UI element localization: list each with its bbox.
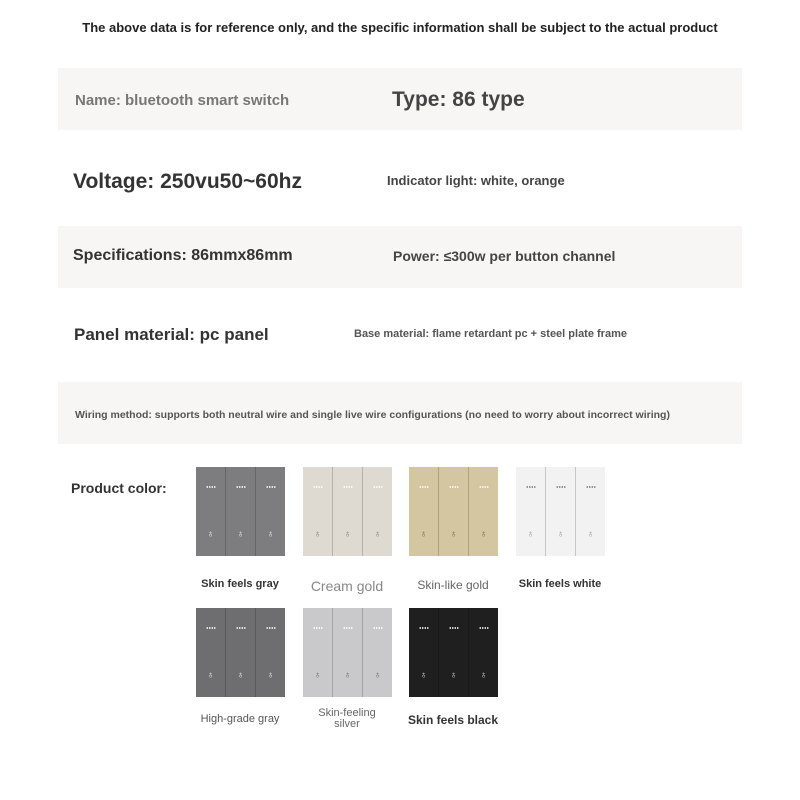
bulb-icon: ♁ <box>449 529 458 540</box>
color-name-label: High-grade gray <box>200 713 280 725</box>
bulb-icon: ♁ <box>449 670 458 681</box>
color-name-label: Skin-feeling silver <box>318 707 376 730</box>
indicator-dots-icon <box>586 486 596 488</box>
indicator-dots-icon <box>343 627 353 629</box>
color-swatch[interactable] <box>516 467 605 556</box>
switch-key <box>196 467 226 556</box>
indicator-dots-icon <box>266 486 276 488</box>
indicator-dots-icon <box>373 627 383 629</box>
indicator-dots-icon <box>419 486 429 488</box>
spec-name: Name: bluetooth smart switch <box>75 92 290 109</box>
indicator-dots-icon <box>266 627 276 629</box>
indicator-dots-icon <box>236 486 246 488</box>
color-name-label: Skin feels white <box>518 578 602 590</box>
indicator-dots-icon <box>206 486 216 488</box>
bulb-icon: ♁ <box>313 529 322 540</box>
switch-key <box>439 608 469 697</box>
bulb-icon: ♁ <box>479 670 488 681</box>
bulb-icon: ♁ <box>206 529 215 540</box>
color-swatch[interactable] <box>303 608 392 697</box>
switch-key <box>363 467 392 556</box>
bulb-icon: ♁ <box>419 670 428 681</box>
spec-power: Power: ≤300w per button channel <box>393 248 616 264</box>
bulb-icon: ♁ <box>556 529 565 540</box>
color-name-label: Skin feels gray <box>201 578 279 590</box>
switch-key <box>576 467 605 556</box>
color-name-label: Skin-like gold <box>417 578 489 592</box>
switch-key <box>256 467 285 556</box>
spec-voltage: Voltage: 250vu50~60hz <box>73 170 302 193</box>
bulb-icon: ♁ <box>343 529 352 540</box>
spec-panel-material: Panel material: pc panel <box>74 325 269 344</box>
switch-key <box>469 467 498 556</box>
color-swatch[interactable] <box>196 608 285 697</box>
indicator-dots-icon <box>236 627 246 629</box>
switch-key <box>303 467 333 556</box>
bulb-icon: ♁ <box>236 529 245 540</box>
bulb-icon: ♁ <box>313 670 322 681</box>
switch-key <box>256 608 285 697</box>
bulb-icon: ♁ <box>373 670 382 681</box>
indicator-dots-icon <box>313 486 323 488</box>
bulb-icon: ♁ <box>586 529 595 540</box>
product-color-label: Product color: <box>71 480 167 496</box>
bulb-icon: ♁ <box>419 529 428 540</box>
indicator-dots-icon <box>479 486 489 488</box>
bulb-icon: ♁ <box>526 529 535 540</box>
color-swatch[interactable] <box>409 608 498 697</box>
color-swatch[interactable] <box>196 467 285 556</box>
color-swatch[interactable] <box>409 467 498 556</box>
indicator-dots-icon <box>373 486 383 488</box>
disclaimer-text: The above data is for reference only, and the specific information shall be subject to the actual product <box>82 20 718 35</box>
indicator-dots-icon <box>419 627 429 629</box>
switch-key <box>303 608 333 697</box>
color-name-label: Skin feels black <box>407 713 499 727</box>
switch-key <box>409 467 439 556</box>
switch-key <box>439 467 469 556</box>
bulb-icon: ♁ <box>373 529 382 540</box>
indicator-dots-icon <box>526 486 536 488</box>
spec-wiring: Wiring method: supports both neutral wire and single live wire configurations (no need to worry about incorrect wiring) <box>75 409 670 421</box>
color-name-label: Cream gold <box>310 578 384 594</box>
bulb-icon: ♁ <box>236 670 245 681</box>
bulb-icon: ♁ <box>479 529 488 540</box>
switch-key <box>333 608 363 697</box>
switch-key <box>546 467 576 556</box>
indicator-dots-icon <box>206 627 216 629</box>
indicator-dots-icon <box>343 486 353 488</box>
switch-key <box>363 608 392 697</box>
spec-indicator: Indicator light: white, orange <box>387 173 565 188</box>
color-swatch[interactable] <box>303 467 392 556</box>
indicator-dots-icon <box>449 486 459 488</box>
indicator-dots-icon <box>479 627 489 629</box>
switch-key <box>469 608 498 697</box>
switch-key <box>226 467 256 556</box>
indicator-dots-icon <box>313 627 323 629</box>
switch-key <box>196 608 226 697</box>
switch-key <box>226 608 256 697</box>
bulb-icon: ♁ <box>266 670 275 681</box>
switch-key <box>409 608 439 697</box>
indicator-dots-icon <box>556 486 566 488</box>
switch-key <box>333 467 363 556</box>
spec-type: Type: 86 type <box>392 88 525 111</box>
indicator-dots-icon <box>449 627 459 629</box>
spec-base-material: Base material: flame retardant pc + steel plate frame <box>354 328 627 340</box>
spec-specifications: Specifications: 86mmx86mm <box>73 247 293 264</box>
bulb-icon: ♁ <box>266 529 275 540</box>
switch-key <box>516 467 546 556</box>
bulb-icon: ♁ <box>206 670 215 681</box>
bulb-icon: ♁ <box>343 670 352 681</box>
